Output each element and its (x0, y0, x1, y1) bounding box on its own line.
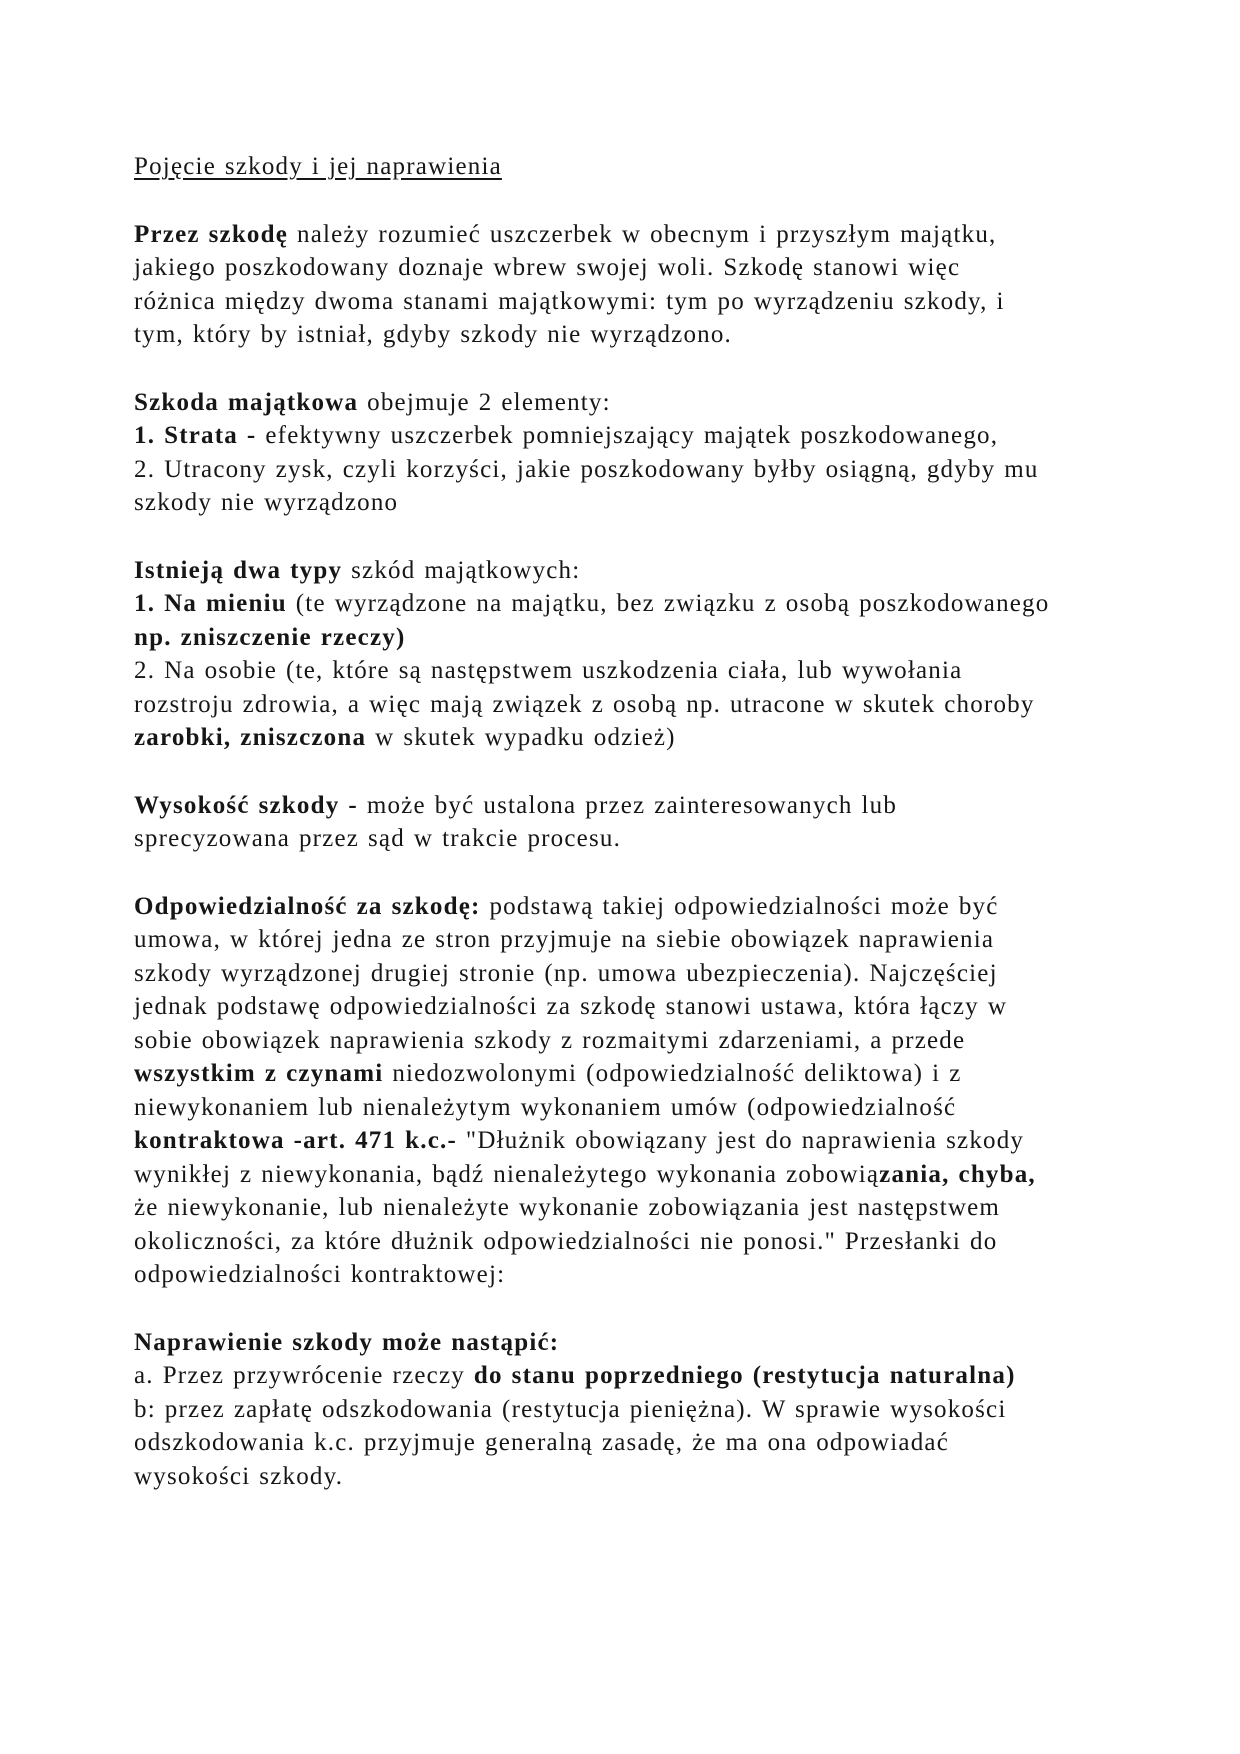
text-run: 2. Na osobie (te, które są następstwem uszkodzenia ciała, lub wywołania (134, 657, 963, 684)
text-line (134, 386, 1180, 420)
text-run: szkody wyrządzonej drugiej stronie (np. umowa ubezpieczenia). Najczęściej (134, 959, 998, 987)
text-run: szkody nie wyrządzono (134, 489, 399, 516)
text-run: jakiego poszkodowany doznaje wbrew swojej woli. Szkodę stanowi więc (134, 254, 961, 281)
bold-text-run: kontraktowa -art. 471 k.c.- (134, 1127, 457, 1154)
text-run: b: przez zapłatę odszkodowania (restytucja pieniężna). W sprawie wysokości (134, 1395, 1007, 1423)
text-run: wysokości szkody. (134, 1462, 344, 1490)
text-run: tym, który by istniał, gdyby szkody nie wyrządzono. (134, 321, 733, 348)
document-body (134, 218, 1180, 1494)
text-run: podstawą takiej odpowiedzialności może być (480, 892, 999, 920)
paragraph (134, 890, 1180, 1292)
text-line (134, 1191, 1180, 1225)
text-run: odpowiedzialności kontraktowej: (134, 1261, 506, 1288)
document-title: Pojęcie szkody i jej naprawienia (134, 153, 502, 180)
text-line (134, 486, 1180, 520)
text-run: sobie obowiązek naprawienia szkody z rozmaitymi zdarzeniami, a przede (134, 1026, 966, 1054)
text-line (134, 419, 1180, 453)
text-run: obejmuje 2 elementy: (358, 388, 611, 416)
text-line (134, 822, 1180, 856)
text-line (134, 1258, 1180, 1292)
text-line (134, 218, 1180, 252)
text-run: rozstroju zdrowia, a więc mają związek z osobą np. utracone w skutek choroby (134, 690, 1035, 718)
text-run: niedozwolonymi (odpowiedzialność deliktowa) i z (383, 1060, 962, 1087)
bold-text-run: Istnieją dwa typy (134, 556, 343, 584)
text-line (134, 1091, 1180, 1125)
text-run: sprecyzowana przez sąd w trakcie procesu. (134, 825, 622, 852)
text-line (134, 654, 1180, 688)
bold-text-run: zarobki, zniszczona (134, 724, 367, 751)
text-line (134, 251, 1180, 285)
text-run: odszkodowania k.c. przyjmuje generalną zasadę, że ma ona odpowiadać (134, 1429, 950, 1456)
bold-text-run: np. zniszczenie rzeczy) (134, 623, 406, 651)
bold-text-run: wszystkim z czynami (134, 1060, 384, 1087)
text-run: (te wyrządzone na majątku, bez związku z osobą poszkodowanego (286, 590, 1050, 617)
text-run: jednak podstawę odpowiedzialności za szkodę stanowi ustawa, która łączy w (134, 993, 1008, 1020)
text-line (134, 1393, 1180, 1427)
text-run: niewykonaniem lub nienależytym wykonaniem umów (odpowiedzialność (134, 1093, 957, 1121)
text-line (134, 957, 1180, 991)
text-line (134, 721, 1180, 755)
text-line (134, 1158, 1180, 1192)
bold-text-run: Szkoda majątkowa (134, 388, 359, 416)
text-line (134, 1426, 1180, 1460)
text-line (134, 789, 1180, 823)
text-run: a. Przez przywrócenie rzeczy (134, 1362, 474, 1389)
text-line (134, 621, 1180, 655)
bold-text-run: 1. Na mieniu (134, 590, 287, 617)
bold-text-run: do stanu poprzedniego (restytucja naturalna) (473, 1362, 1016, 1389)
bold-text-run: zania, chyba, (879, 1160, 1036, 1188)
text-run: "Dłużnik obowiązany jest do naprawienia szkody (456, 1127, 1025, 1154)
paragraph (134, 789, 1180, 856)
bold-text-run: 1. Strata - (134, 422, 257, 449)
text-line (134, 1460, 1180, 1494)
text-line (134, 890, 1180, 924)
text-run: szkód majątkowych: (342, 556, 581, 584)
text-line (134, 923, 1180, 957)
bold-text-run: Naprawienie szkody może nastąpić: (134, 1328, 560, 1356)
bold-text-run: Odpowiedzialność za szkodę: (134, 892, 481, 920)
text-line (134, 1057, 1180, 1091)
text-run: w skutek wypadku odzież) (366, 724, 676, 751)
text-line (134, 587, 1180, 621)
text-line (134, 990, 1180, 1024)
text-line (134, 1225, 1180, 1259)
text-line (134, 1359, 1180, 1393)
text-line (134, 1124, 1180, 1158)
text-run: 2. Utracony zysk, czyli korzyści, jakie poszkodowany byłby osiągną, gdyby mu (134, 455, 1039, 483)
text-line (134, 453, 1180, 487)
text-line (134, 318, 1180, 352)
text-run: umowa, w której jedna ze stron przyjmuje na siebie obowiązek naprawienia (134, 926, 995, 953)
text-run: wynikłej z niewykonania, bądź nienależytego wykonania zobowią (134, 1160, 880, 1188)
text-line (134, 1326, 1180, 1360)
text-run: różnica między dwoma stanami majątkowymi: tym po wyrządzeniu szkody, i (134, 287, 1005, 315)
text-line (134, 554, 1180, 588)
text-run: okoliczności, za które dłużnik odpowiedzialności nie ponosi." Przesłanki do (134, 1227, 998, 1255)
bold-text-run: Wysokość szkody - (134, 791, 358, 819)
text-run: może być ustalona przez zainteresowanych lub (357, 791, 898, 819)
text-line (134, 285, 1180, 319)
paragraph (134, 386, 1180, 520)
text-run: należy rozumieć uszczerbek w obecnym i przyszłym majątku, (288, 220, 997, 248)
text-line (134, 1024, 1180, 1058)
paragraph (134, 554, 1180, 755)
text-line (134, 688, 1180, 722)
paragraph (134, 1326, 1180, 1494)
bold-text-run: Przez szkodę (134, 220, 289, 248)
paragraph (134, 218, 1180, 352)
text-run: efektywny uszczerbek pomniejszający majątek poszkodowanego, (256, 422, 999, 449)
text-run: że niewykonanie, lub nienależyte wykonanie zobowiązania jest następstwem (134, 1194, 1001, 1221)
